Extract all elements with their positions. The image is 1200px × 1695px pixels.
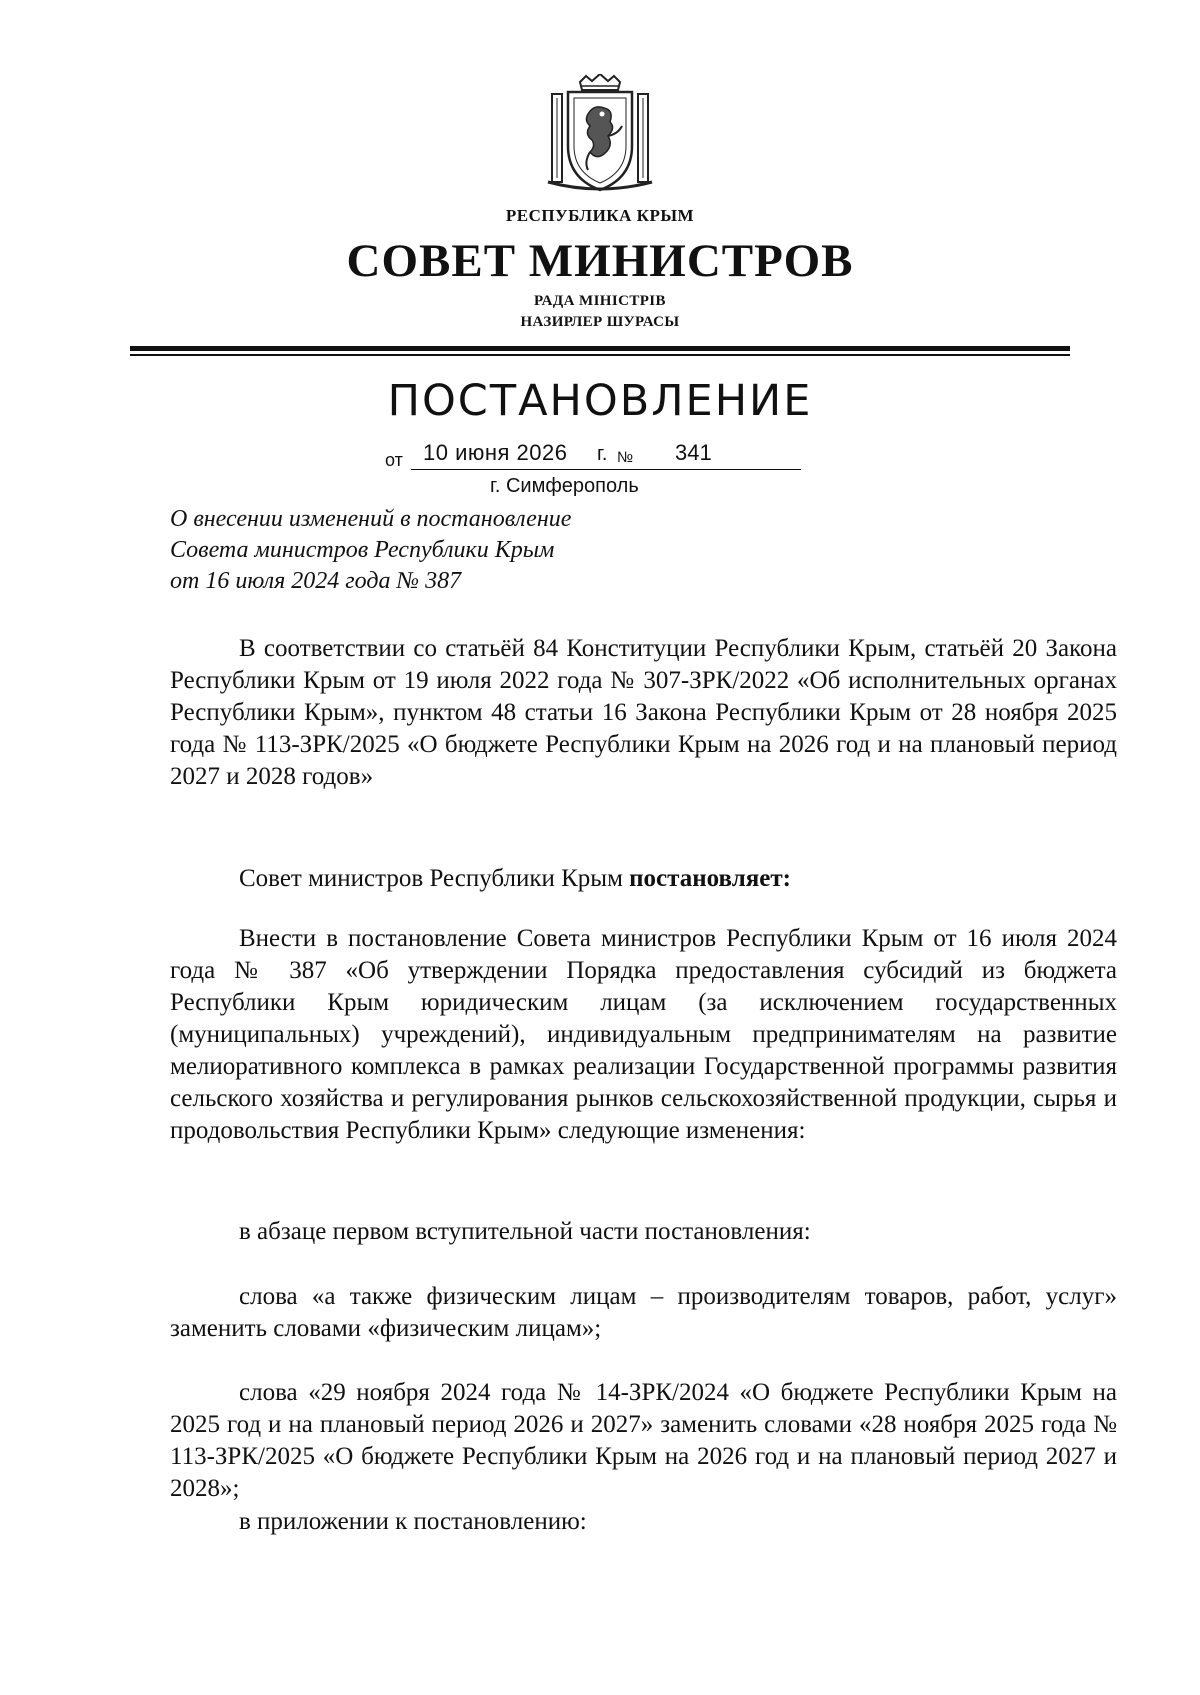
header-divider-thin (130, 354, 1070, 356)
number-sign: № (617, 449, 634, 466)
document-type: ПОСТАНОВЛЕНИЕ (387, 376, 813, 426)
annex-paragraph: в приложении к постановлению: (239, 1508, 587, 1535)
date-prefix: от (385, 450, 403, 470)
coat-of-arms-emblem (544, 74, 656, 196)
council-title: СОВЕТ МИНИСТРОВ (346, 235, 854, 287)
council-title-crimean-tatar: НАЗИРЛЕР ШУРАСЫ (520, 314, 680, 330)
words-replacement-paragraph-1: слова «а также физическим лицам – производителям товаров, работ, услуг» заменить словами «физическим лицам»; (170, 1283, 1117, 1342)
date-underline (411, 469, 801, 470)
year-suffix: г. (597, 443, 608, 465)
header-divider-thick (130, 346, 1070, 351)
document-subject (170, 504, 571, 597)
decree-lead: Совет министров Республики Крым (239, 865, 623, 892)
subject-line: от 16 июля 2024 года № 387 (170, 568, 462, 594)
document-date: 10 июня 2026 (423, 440, 568, 465)
decree-paragraph (170, 863, 1117, 895)
document-city: г. Симферополь (490, 475, 639, 497)
subject-line: О внесении изменений в постановление (170, 506, 572, 532)
council-title-ukrainian: РАДА МІНІСТРІВ (534, 293, 666, 309)
document-number: 341 (675, 440, 712, 465)
amendment-paragraph: Внести в постановление Совета министров Республики Крым от 16 июля 2024 года № 387 «Об утверждении Порядка предоставления субсидий из бюджета Республики Крым юридическим лицам (за исключением государственных (муниципальных) учреждений), индивидуальным предпринимателям на развитие мелиоративного комплекса в рамках реализации Государственной программы развития сельского хозяйства и регулирования рынков сельскохозяйственной продукции, сырья и продовольствия Республики Крым» следующие изменения: (170, 925, 1117, 1144)
date-number-line (385, 440, 801, 470)
legal-basis-paragraph: В соответствии со статьёй 84 Конституции Республики Крым, статьёй 20 Закона Республики Крым от 19 июля 2022 года № 307-ЗРК/2022 «Об исполнительных органах Республики Крым», пунктом 48 статьи 16 Закона Республики Крым от 28 ноября 2025 года № 113-ЗРК/2025 «О бюджете Республики Крым на 2026 год и на плановый период 2027 и 2028 годов» (170, 635, 1117, 790)
republic-name: РЕСПУБЛИКА КРЫМ (505, 206, 695, 225)
abzac-paragraph: в абзаце первом вступительной части постановления: (239, 1218, 811, 1245)
decree-verb: постановляет: (629, 865, 791, 892)
subject-line: Совета министров Республики Крым (170, 537, 555, 563)
words-replacement-paragraph-2: слова «29 ноября 2024 года № 14-ЗРК/2024 «О бюджете Республики Крым на 2025 год и на плановый период 2026 и 2027» заменить словами «28 ноября 2025 года № 113-ЗРК/2025 «О бюджете Республики Крым на 2026 год и на плановый период 2027 и 2028»; (170, 1379, 1117, 1502)
